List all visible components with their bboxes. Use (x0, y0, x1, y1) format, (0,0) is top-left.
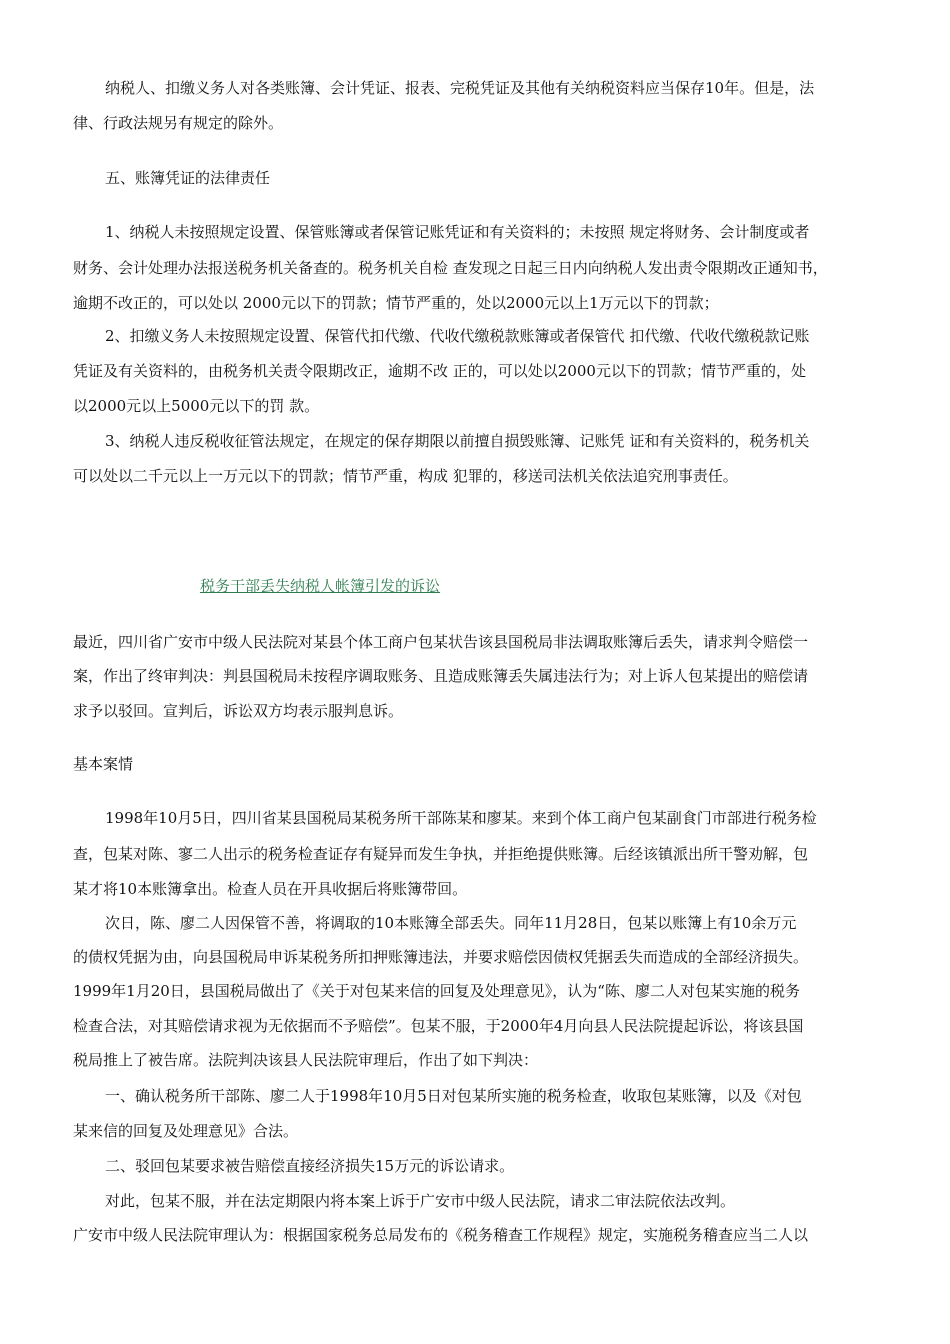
paragraph-line: 某来信的回复及处理意见》合法。 (73, 1122, 299, 1140)
paragraph-line: 一、确认税务所干部陈、廖二人于1998年10月5日对包某所实施的税务检查，收取包某账簿，以及《对包 (105, 1087, 802, 1105)
paragraph-line: 某才将10本账簿拿出。检查人员在开具收据后将账簿带回。 (73, 880, 468, 898)
paragraph-line: 广安市中级人民法院审理认为：根据国家税务总局发布的《税务稽查工作规程》规定，实施税务稽查应当二人以 (73, 1226, 809, 1244)
paragraph-line: 3、纳税人违反税收征管法规定，在规定的保存期限以前擅自损毁账簿、记账凭 证和有关资料的，税务机关 (105, 432, 810, 450)
paragraph-line: 凭证及有关资料的，由税务机关责令限期改正，逾期不改 正的，可以处以2000元以下的罚款；情节严重的，处 (73, 362, 806, 380)
paragraph-line: 二、驳回包某要求被告赔偿直接经济损失15万元的诉讼请求。 (105, 1157, 515, 1175)
paragraph-line: 可以处以二千元以上一万元以下的罚款；情节严重，构成 犯罪的，移送司法机关依法追究刑事责任。 (73, 467, 738, 485)
paragraph-line: 案，作出了终审判决：判县国税局未按程序调取账务、且造成账簿丢失属违法行为；对上诉人包某提出的赔偿请 (73, 667, 809, 685)
paragraph-line: 税局推上了被告席。法院判决该县人民法院审理后，作出了如下判决： (73, 1051, 539, 1069)
section-heading: 五、账簿凭证的法律责任 (105, 169, 271, 187)
paragraph-line: 1998年10月5日，四川省某县国税局某税务所干部陈某和廖某。来到个体工商户包某副食门市部进行税务检 (105, 809, 817, 827)
paragraph-line: 1999年1月20日，县国税局做出了《关于对包某来信的回复及处理意见》，认为“陈、廖二人对包某实施的税务 (73, 982, 800, 1000)
paragraph-line: 财务、会计处理办法报送税务机关备查的。税务机关自检 查发现之日起三日内向纳税人发出责令限期改正通知书， (73, 259, 828, 277)
paragraph-line: 律、行政法规另有规定的除外。 (73, 114, 284, 132)
section-heading: 基本案情 (73, 755, 134, 773)
paragraph-line: 纳税人、扣缴义务人对各类账簿、会计凭证、报表、完税凭证及其他有关纳税资料应当保存10年。但是，法 (105, 79, 815, 97)
paragraph-line: 的债权凭据为由，向县国税局申诉某税务所扣押账簿违法，并要求赔偿因债权凭据丢失而造成的全部经济损失。 (73, 948, 809, 966)
paragraph-line: 以2000元以上5000元以下的罚 款。 (73, 397, 320, 415)
paragraph-line: 检查合法，对其赔偿请求视为无依据而不予赔偿”。包某不服，于2000年4月向县人民法院提起诉讼，将该县国 (73, 1017, 804, 1035)
paragraph-line: 1、纳税人未按照规定设置、保管账簿或者保管记账凭证和有关资料的；未按照 规定将财务、会计制度或者 (105, 223, 810, 241)
paragraph-line: 逾期不改正的，可以处以 2000元以下的罚款；情节严重的，处以2000元以上1万元以下的罚款； (73, 294, 719, 312)
paragraph-line: 求予以驳回。宣判后，诉讼双方均表示服判息诉。 (73, 702, 404, 720)
paragraph-line: 最近，四川省广安市中级人民法院对某县个体工商户包某状告该县国税局非法调取账簿后丢失，请求判令赔偿一 (73, 633, 809, 651)
paragraph-line: 2、扣缴义务人未按照规定设置、保管代扣代缴、代收代缴税款账簿或者保管代 扣代缴、代收代缴税款记账 (105, 327, 810, 345)
paragraph-line: 对此，包某不服，并在法定期限内将本案上诉于广安市中级人民法院，请求二审法院依法改判。 (105, 1192, 736, 1210)
paragraph-line: 查，包某对陈、寥二人出示的税务检查证存有疑异而发生争执，并拒绝提供账簿。后经该镇派出所干警劝解，包 (73, 845, 809, 863)
article-title-link[interactable]: 税务干部丢失纳税人帐簿引发的诉讼 (200, 577, 441, 595)
paragraph-line: 次日，陈、廖二人因保管不善，将调取的10本账簿全部丢失。同年11月28日，包某以账簿上有10余万元 (105, 914, 797, 932)
